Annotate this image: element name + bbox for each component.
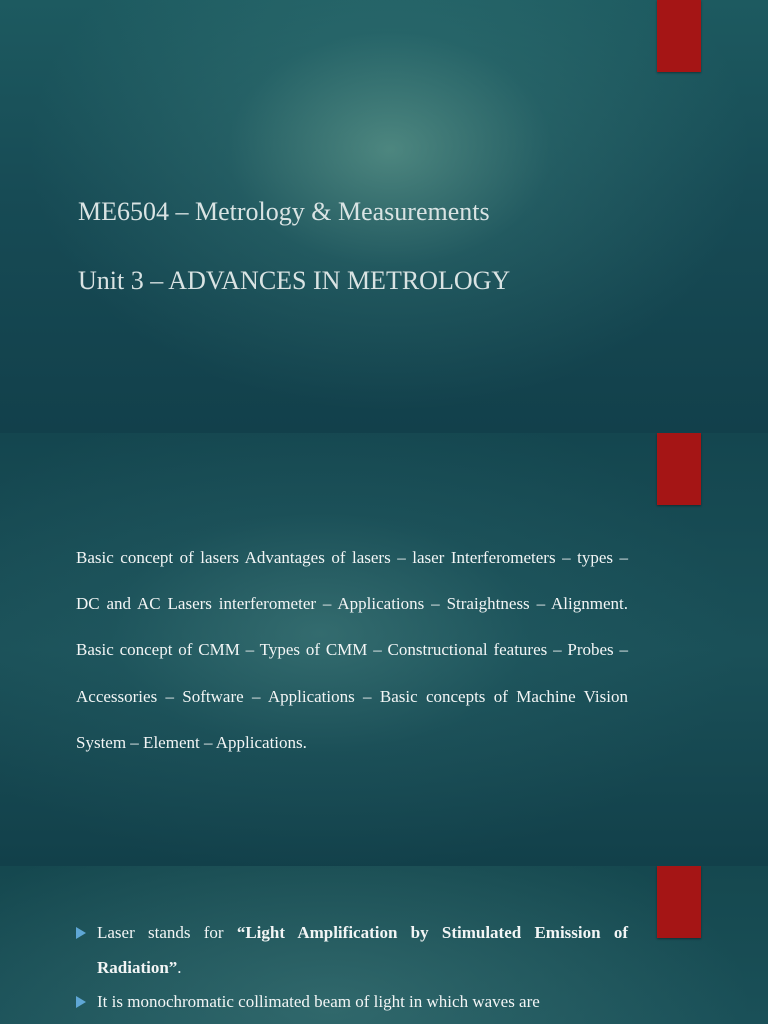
bullet-text-prefix: It is monochromatic collimated beam of light in which waves are: [97, 992, 540, 1011]
bullet-text-prefix: Laser stands for: [97, 923, 237, 942]
red-accent-tab: [657, 433, 701, 505]
bullet-text-suffix: .: [177, 957, 182, 977]
slide-laser-intro: [0, 866, 768, 1024]
unit-title: Unit 3 – ADVANCES IN METROLOGY: [78, 266, 511, 295]
triangle-bullet-icon: [76, 996, 86, 1008]
bullet-text-bold: “Light Amplification by Stimulated Emission of Radiation”: [97, 923, 629, 977]
bullet-list: [76, 916, 628, 1020]
list-item: [76, 985, 628, 1020]
triangle-bullet-icon: [76, 927, 86, 939]
course-title: ME6504 – Metrology & Measurements: [78, 197, 490, 226]
red-accent-tab: [657, 0, 701, 72]
red-accent-tab: [657, 866, 701, 938]
list-item: [76, 916, 628, 985]
slide-title: [0, 0, 768, 433]
syllabus-text: Basic concept of lasers Advantages of lasers – laser Interferometers – types – DC and AC Lasers interferometer – Applications – Straightness – Alignment. Basic concept of CMM – Types of CMM – Constructional features – Probes – Accessories – Software – Applications – Basic concepts of Machine Vision System – Element – Applications.: [76, 548, 628, 752]
slide-syllabus: [0, 433, 768, 866]
